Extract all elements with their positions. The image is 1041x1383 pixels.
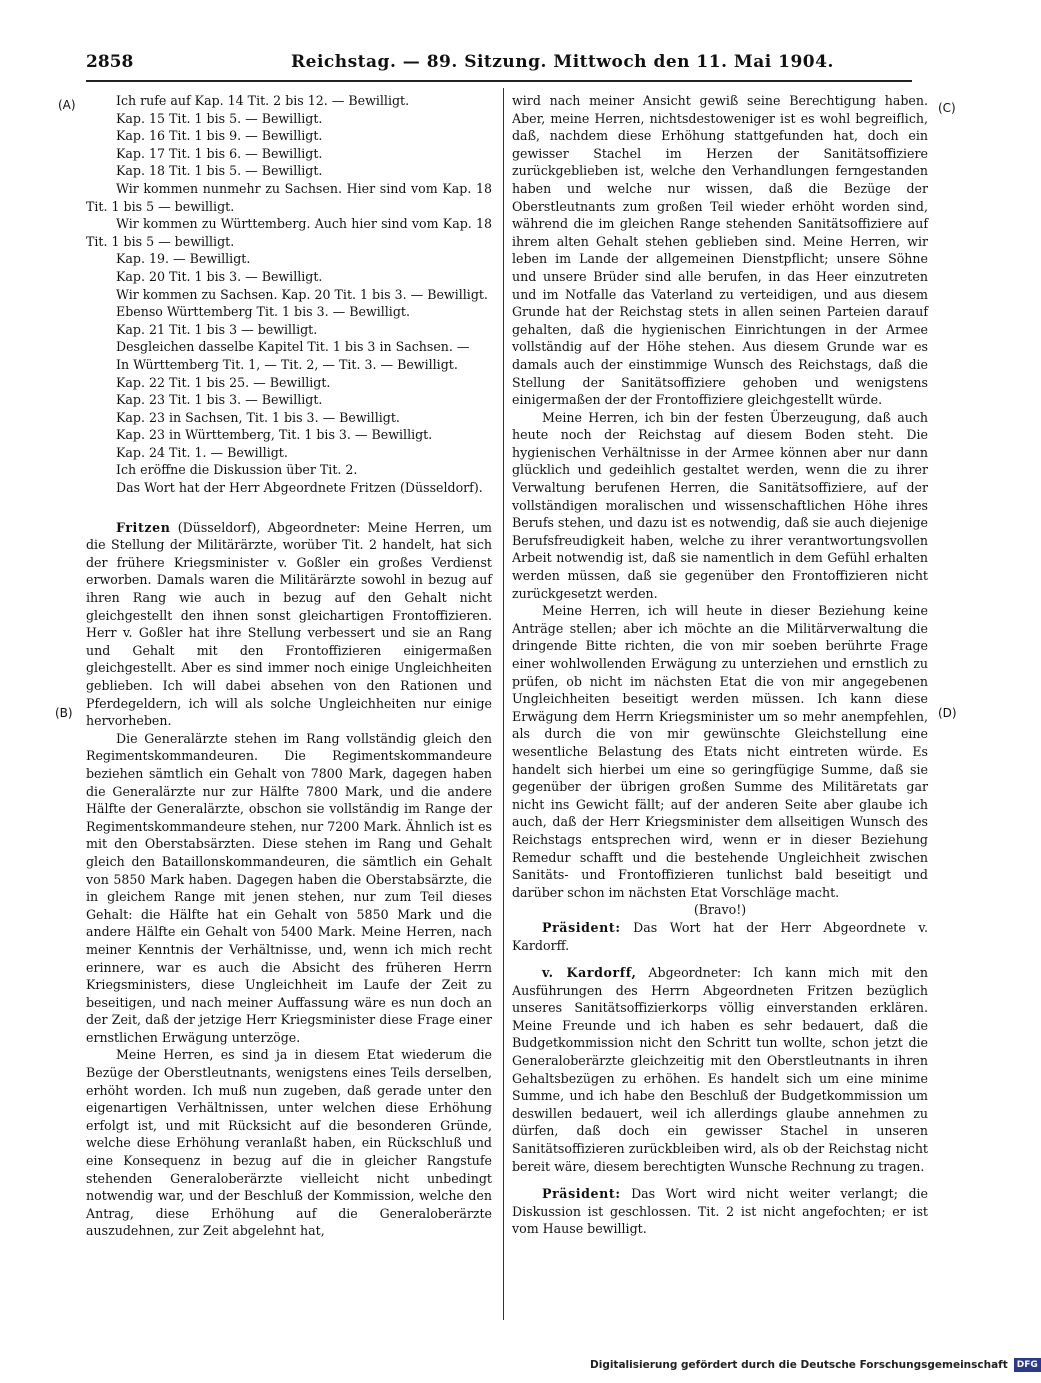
- speaker-name: v. Kardorff,: [542, 965, 637, 981]
- agenda-line: Kap. 20 Tit. 1 bis 3. — Bewilligt.: [116, 268, 323, 284]
- agenda-line: Kap. 18 Tit. 1 bis 5. — Bewilligt.: [116, 163, 323, 179]
- agenda-line: Kap. 15 Tit. 1 bis 5. — Bewilligt.: [116, 110, 323, 126]
- president-text: Das Wort wird nicht weiter verlangt; die Diskussion ist geschlossen. Tit. 2 ist nicht angefochten; er ist vom Hause bewilligt.: [512, 1186, 928, 1237]
- running-title: Reichstag. — 89. Sitzung. Mittwoch den 11. Mai 1904.: [291, 52, 834, 72]
- speech-paragraph: [512, 964, 928, 1175]
- footer-credit: [590, 1358, 1038, 1378]
- agenda-line: Kap. 23 in Sachsen, Tit. 1 bis 3. — Bewilligt.: [116, 409, 400, 425]
- speech-text: Abgeordneter: Ich kann mich mit den Ausführungen des Herrn Abgeordneten Fritzen bezüglich unseres Sanitätsoffizierkorps völlig einverstanden erklären. Meine Freunde und ich haben es sehr bedauert, daß die Budgetkommission nicht den Schritt tun wollte, schon jetzt die Generaloberärzte gleichzeitig mit den Oberstleutnants in ihren Gehaltsbezügen zu erhöhen. Es handelt sich um eine minime Summe, und ich habe den Beschluß der Budgetkommission um deswillen bedauert, weil ich allerdings glaube annehmen zu dürfen, daß doch ein gewisser Stachel in unseren Sanitätsoffizieren zurückbleiben wird, als ob der Reichstag nicht bereit wäre, diesem berechtigten Wunsche Rechnung zu tragen.: [512, 965, 928, 1174]
- president-statement: [512, 919, 928, 954]
- speech-paragraph: wird nach meiner Ansicht gewiß seine Berechtigung haben. Aber, meine Herren, nichtsdestoweniger ist es wohl begreiflich, daß, nachdem diese Erhöhung stattgefunden hat, doch ein gewisser Stachel im Herzen der Sanitätsoffiziere zurückgeblieben ist, welche den Verhandlungen ferngestanden haben und welche nur wissen, daß die Bezüge der Oberstleutnants zum großen Teil wieder erhöht worden sind, während die im gleichen Range stehenden Sanitätsoffiziere auf ihrem alten Gehalt stehen geblieben sind. Meine Herren, wir leben im Lande der allgemeinen Dienstpflicht; unsere Söhne und unsere Brüder sind alle berufen, in das Heer einzutreten und im Notfalle das Vaterland zu verteidigen, und aus diesem Grunde hat der Reichstag stets in allen seinen Parteien darauf gehalten, daß die hygienischen Einrichtungen in der Armee vollständig auf der Höhe stehen. Aus diesem Grunde war es damals auch der einstimmige Wunsch des Reichstags, daß die Stellung der Sanitätsoffiziere gehoben und wenigstens einigermaßen der der Frontoffiziere gleichgestellt würde.: [512, 93, 928, 408]
- president-statement: [512, 1185, 928, 1238]
- speech-paragraph: Meine Herren, es sind ja in diesem Etat wiederum die Bezüge der Oberstleutnants, wenigstens eines Teils derselben, erhöht worden. Ich muß nun zugeben, daß gerade unter den eigenartigen Verhältnissen, unter welchen diese Erhöhung erfolgt ist, und mit Rücksicht auf die besonderen Gründe, welche diese Erhöhung veranlaßt haben, ein Rückschluß und eine Konsequenz in bezug auf die in gleicher Rangstufe stehenden Generaloberärzte vielleicht nicht unbedingt notwendig war, und der Beschluß der Kommission, welche den Antrag, diese Erhöhung auf die Generaloberärzte auszudehnen, zur Zeit abgelehnt hat,: [86, 1047, 492, 1239]
- margin-marker-d: (D): [938, 706, 957, 720]
- margin-marker-c: (C): [938, 101, 956, 115]
- agenda-line: Kap. 19. — Bewilligt.: [116, 251, 251, 267]
- president-text: Das Wort hat der Herr Abgeordnete v. Kardorff.: [512, 919, 928, 953]
- agenda-line: Desgleichen dasselbe Kapitel Tit. 1 bis 3 in Sachsen. —: [116, 339, 470, 355]
- speech-paragraph: Meine Herren, ich will heute in dieser Beziehung keine Anträge stellen; aber ich möchte an die Militärverwaltung die dringende Bitte richten, die von mir soeben berührte Frage einer wohlwollenden Erwägung zu unterziehen und ernstlich zu prüfen, ob nicht im nächsten Etat die von mir angegebenen Ungleichheiten beseitigt werden müssen. Ich kann diese Erwägung dem Herrn Kriegsminister um so mehr anempfehlen, als durch die von mir gewünschte Gleichstellung eine wesentliche Belastung des Etats nicht eintreten würde. Es handelt sich hierbei um eine so geringfügige Summe, daß sie gegenüber der übrigen großen Summe des Militäretats gar nicht ins Gewicht fällt; auf der anderen Seite aber glaube ich auch, daß der Herr Kriegsminister dem allseitigen Wunsch des Reichstags entsprechen wird, wenn er in dieser Beziehung Remedur schafft und die bestehende Ungleichheit zwischen Sanitäts- und Frontoffizieren tunlichst bald beseitigt und darüber schon im nächsten Etat Vorschläge macht.: [512, 603, 928, 900]
- agenda-line: Wir kommen zu Sachsen. Kap. 20 Tit. 1 bis 3. — Bewilligt.: [116, 286, 488, 302]
- agenda-line: Kap. 23 Tit. 1 bis 3. — Bewilligt.: [116, 392, 323, 408]
- agenda-line: In Württemberg Tit. 1, — Tit. 2, — Tit. 3. — Bewilligt.: [116, 356, 458, 372]
- president-label: Präsident:: [542, 919, 621, 935]
- speaker-name: Fritzen: [116, 519, 171, 535]
- agenda-line: Kap. 17 Tit. 1 bis 6. — Bewilligt.: [116, 145, 323, 161]
- footer-text: Digitalisierung gefördert durch die Deutsche Forschungsgemeinschaft: [590, 1359, 1008, 1371]
- agenda-line: Wir kommen nunmehr zu Sachsen. Hier sind vom Kap. 18 Tit. 1 bis 5 — bewilligt.: [86, 180, 492, 214]
- right-column: [512, 92, 928, 1238]
- agenda-line: Ich eröffne die Diskussion über Tit. 2.: [116, 462, 358, 478]
- applause-note: (Bravo!): [693, 902, 747, 918]
- agenda-line: Kap. 23 in Württemberg, Tit. 1 bis 3. — Bewilligt.: [116, 427, 433, 443]
- left-column: [86, 92, 492, 1240]
- speech-paragraph: Meine Herren, ich bin der festen Überzeugung, daß auch heute noch der Reichstag auf diesem Boden steht. Die hygienischen Verhältnisse in der Armee können aber nur dann glücklich und gedeihlich gestaltet werden, wenn die zu ihrer Verwaltung berufenen Herren, die Sanitätsoffiziere, auf der vollständigen moralischen und wissenschaftlichen Höhe ihres Berufs stehen, und dazu ist es notwendig, daß sie auch diejenige Berufsfreudigkeit haben, welche zu ihrer verantwortungsvollen Arbeit notwendig ist, daß sie namentlich in dem Gefühl erhalten werden müssen, daß sie gegenüber den Frontoffizieren nicht zurückgesetzt werden.: [512, 409, 928, 601]
- speech-paragraph: Die Generalärzte stehen im Rang vollständig gleich den Regimentskommandeuren. Die Regimentskommandeure beziehen sämtlich ein Gehalt von 7800 Mark, dagegen haben die Generalärzte nur zur Hälfte 7800 Mark, und die andere Hälfte der Generalärzte, obschon sie vollständig im Range der Regimentskommandeure stehen, nur 7200 Mark. Ähnlich ist es mit den Oberstabsärzten. Diese stehen im Rang und Gehalt gleich den Bataillonskommandeuren, die sämtlich ein Gehalt von 5850 Mark haben. Dagegen haben die Oberstabsärzte, die in gleichem Range mit jenen stehen, nur zum Teil dieses Gehalt: die Hälfte hat ein Gehalt von 5850 Mark und die andere Hälfte ein Gehalt von 5400 Mark. Meine Herren, nach meiner Kenntnis der Verhältnisse, und, wenn ich mich recht erinnere, war es auch die Absicht des früheren Herrn Kriegsministers, diese Ungleichheit im Laufe der Zeit zu beseitigen, und nach meiner Auffassung wäre es nun doch an der Zeit, daß der jetzige Herr Kriegsminister diese Frage einer ernstlichen Erwägung unterzöge.: [86, 730, 492, 1045]
- agenda-line: Kap. 22 Tit. 1 bis 25. — Bewilligt.: [116, 374, 331, 390]
- speech-text: (Düsseldorf), Abgeordneter: Meine Herren, um die Stellung der Militärärzte, worüber Tit. 2 handelt, hat sich der frühere Kriegsminister v. Goßler ein großes Verdienst erworben. Damals waren die Militärärzte sowohl in bezug auf ihren Rang wie auch in bezug auf den Gehalt nicht gleichgestellt den ihnen sonst gleichartigen Frontoffizieren. Herr v. Goßler hat ihre Stellung verbessert und sie an Rang und Gehalt mit den Frontoffizieren einigermaßen gleichgestellt. Aber es sind immer noch einige Ungleichheiten geblieben. Ich will dabei absehen von den Rationen und Pferdegeldern, ich will als solche Ungleichheiten nur einige hervorheben.: [86, 519, 492, 729]
- column-divider: [503, 88, 504, 1320]
- margin-marker-a: (A): [58, 98, 76, 112]
- agenda-line: Kap. 24 Tit. 1. — Bewilligt.: [116, 444, 288, 460]
- agenda-line: Das Wort hat der Herr Abgeordnete Fritzen (Düsseldorf).: [116, 480, 483, 496]
- agenda-line: Wir kommen zu Württemberg. Auch hier sind vom Kap. 18 Tit. 1 bis 5 — bewilligt.: [86, 216, 492, 249]
- agenda-line: Ebenso Württemberg Tit. 1 bis 3. — Bewilligt.: [116, 304, 410, 320]
- margin-marker-b: (B): [55, 706, 73, 720]
- speech-paragraph: [86, 519, 492, 730]
- agenda-line: Ich rufe auf Kap. 14 Tit. 2 bis 12. — Bewilligt.: [116, 93, 410, 108]
- page-header: [86, 52, 912, 78]
- agenda-line: Kap. 16 Tit. 1 bis 9. — Bewilligt.: [116, 128, 323, 144]
- page-number: 2858: [86, 52, 134, 72]
- agenda-line: Kap. 21 Tit. 1 bis 3 — bewilligt.: [116, 321, 318, 337]
- dfg-logo: DFG: [1014, 1358, 1041, 1372]
- header-rule: [86, 80, 912, 82]
- president-label: Präsident:: [542, 1186, 621, 1202]
